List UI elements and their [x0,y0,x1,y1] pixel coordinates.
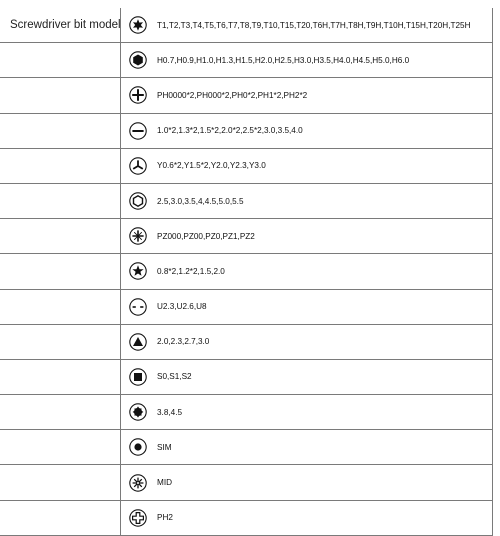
spec-cell [121,183,493,218]
model-cell [0,183,121,218]
table-row [0,219,493,254]
pentalobe-icon [129,262,147,280]
bit-sizes: PH0000*2,PH000*2,PH0*2,PH1*2,PH2*2 [157,90,308,100]
spec-cell [121,148,493,183]
table-row [0,359,493,394]
table-row [0,78,493,113]
bit-sizes: 1.0*2,1.3*2,1.5*2,2.0*2,2.5*2,3.0,3.5,4.0 [157,126,303,136]
column-header-label: Screwdriver bit model [10,19,121,32]
spec-cell [121,8,493,43]
torx-icon [129,16,147,34]
spec-cell [121,254,493,289]
table-row [0,148,493,183]
bit-model-table [0,8,493,536]
model-cell [0,395,121,430]
spec-cell [121,430,493,465]
bit-sizes: 2.5,3.0,3.5,4,4.5,5.0,5.5 [157,196,244,206]
model-cell [0,465,121,500]
hex-outline-icon [129,192,147,210]
spec-cell [121,500,493,535]
model-cell [0,254,121,289]
table-row [0,289,493,324]
spec-cell [121,395,493,430]
spec-cell [121,465,493,500]
slotted-icon [129,122,147,140]
torx-solid-icon [129,403,147,421]
bit-sizes: T1,T2,T3,T4,T5,T6,T7,T8,T9,T10,T15,T20,T6H,T7H,T8H,T9H,T10H,T15H,T20H,T25H [157,20,471,30]
model-cell [0,8,121,43]
model-cell [0,359,121,394]
mid-icon [129,474,147,492]
table-row [0,113,493,148]
spec-cell [121,43,493,78]
bit-sizes: MID [157,478,173,488]
model-cell [0,289,121,324]
tri-wing-icon [129,157,147,175]
spec-cell [121,219,493,254]
bit-sizes: 2.0,2.3,2.7,3.0 [157,337,210,347]
table-row [0,183,493,218]
spec-cell [121,113,493,148]
model-cell [0,500,121,535]
model-cell [0,43,121,78]
spec-cell [121,359,493,394]
model-cell [0,430,121,465]
triangle-icon [129,333,147,351]
bit-sizes: SIM [157,442,172,452]
table-row [0,324,493,359]
table-row [0,465,493,500]
spec-cell [121,324,493,359]
sim-pin-icon [129,438,147,456]
table-row [0,395,493,430]
model-cell [0,113,121,148]
square-icon [129,368,147,386]
bit-sizes: Y0.6*2,Y1.5*2,Y2.0,Y2.3,Y3.0 [157,161,266,171]
bit-sizes: U2.3,U2.6,U8 [157,302,207,312]
model-cell [0,219,121,254]
table-row [0,254,493,289]
model-cell [0,148,121,183]
table-row [0,8,493,43]
bit-sizes: 0.8*2,1.2*2,1.5,2.0 [157,266,225,276]
model-cell [0,324,121,359]
table-row [0,430,493,465]
table-row [0,43,493,78]
bit-sizes: S0,S1,S2 [157,372,192,382]
hex-solid-icon [129,51,147,69]
spec-cell [121,289,493,324]
ph2-cross-icon [129,509,147,527]
u-type-icon [129,298,147,316]
table-row [0,500,493,535]
bit-sizes: H0.7,H0.9,H1.0,H1.3,H1.5,H2.0,H2.5,H3.0,H3.5,H4.0,H4.5,H5.0,H6.0 [157,55,410,65]
phillips-icon [129,86,147,104]
spec-cell [121,78,493,113]
model-cell [0,78,121,113]
bit-sizes: PZ000,PZ00,PZ0,PZ1,PZ2 [157,231,255,241]
bit-sizes: 3.8,4.5 [157,407,183,417]
bit-sizes: PH2 [157,513,173,523]
pozidriv-icon [129,227,147,245]
